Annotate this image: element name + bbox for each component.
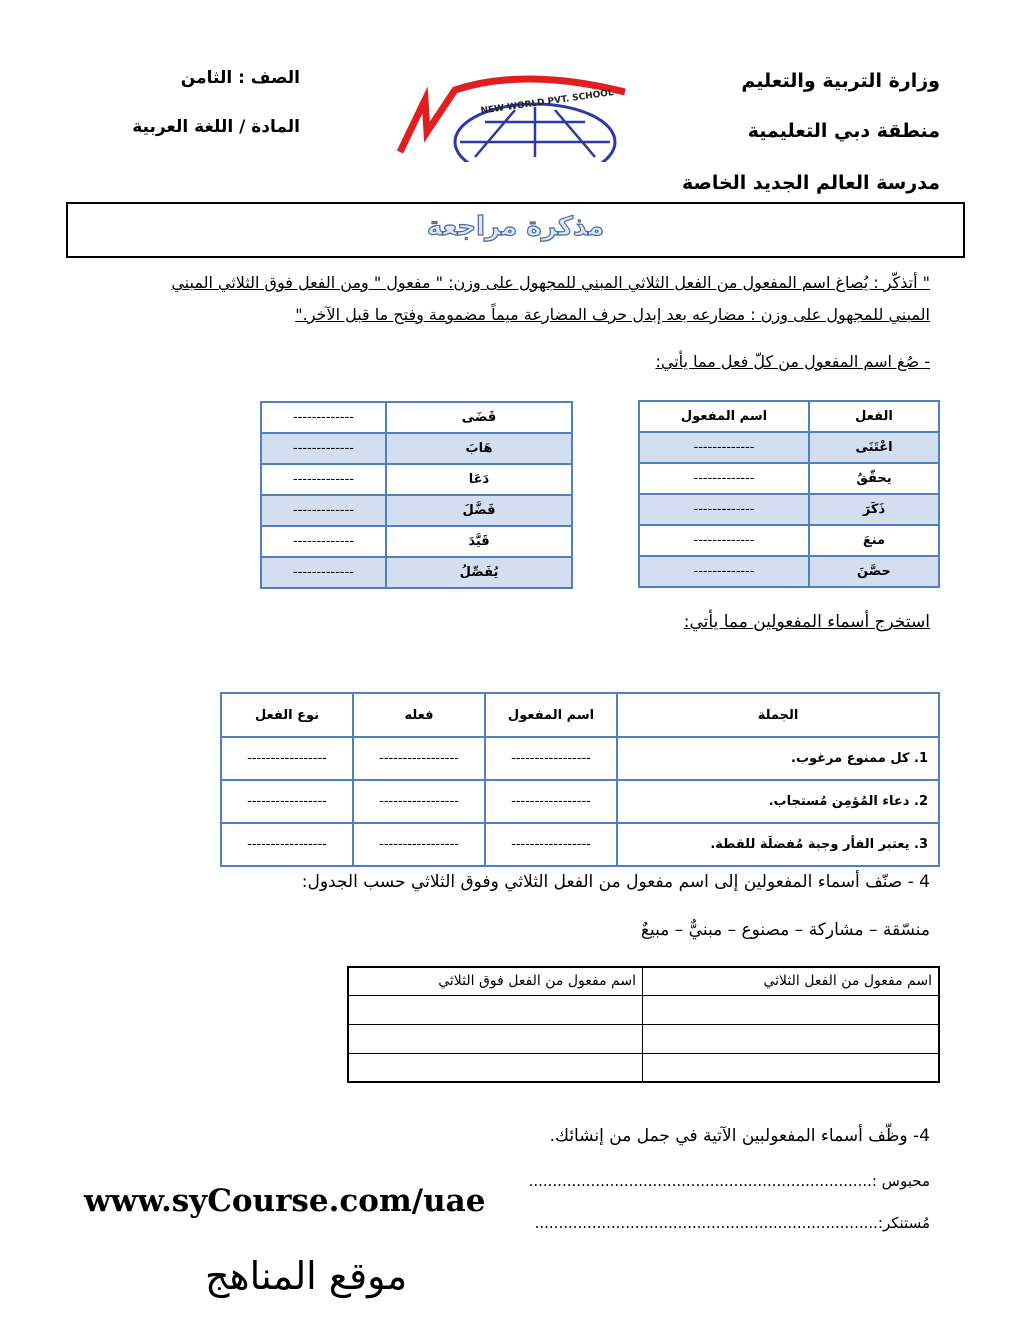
verb-cell: يحقّقُ — [809, 463, 939, 494]
answer-blank[interactable]: ------------- — [261, 526, 386, 557]
answer-blank[interactable]: ------------- — [261, 464, 386, 495]
verb-cell: حصَّنَ — [809, 556, 939, 587]
header-passive-participle: اسم المفعول — [639, 401, 809, 432]
verb-cell: منعَ — [809, 525, 939, 556]
answer-blank[interactable]: ------------- — [261, 557, 386, 588]
answer-cell[interactable] — [643, 1053, 940, 1082]
answer-blank[interactable]: ----------------- — [353, 737, 485, 780]
sentence-line-2[interactable]: مُستنكر:........................................................................ — [534, 1214, 930, 1232]
exercise3-word-list: منسّقة – مشاركة – مصنوع – مبنيٌّ – مبيعٌ — [640, 920, 930, 940]
table-row — [639, 463, 939, 494]
table-row — [348, 1024, 939, 1053]
table-row — [639, 556, 939, 587]
header-its-verb: فعله — [353, 693, 485, 737]
grade-label: الصف : الثامن — [180, 68, 300, 88]
table-row — [261, 433, 572, 464]
answer-blank[interactable]: ----------------- — [221, 823, 353, 866]
header-triliteral: اسم مفعول من الفعل الثلاثي — [643, 967, 940, 995]
answer-blank[interactable]: ----------------- — [485, 737, 617, 780]
exercise4-instruction: 4- وظّف أسماء المفعولبين الآتية في جمل من إنشائك. — [549, 1126, 930, 1146]
header-sentence: الجملة — [617, 693, 939, 737]
answer-blank[interactable]: ------------- — [261, 495, 386, 526]
table-row — [221, 737, 939, 780]
table-row — [639, 494, 939, 525]
table-row — [639, 525, 939, 556]
exercise2-instruction: استخرج أسماء المفعولين مما يأتي: — [683, 612, 930, 632]
sentence-cell: 1. كل ممنوع مرغوب. — [617, 737, 939, 780]
table-row — [261, 464, 572, 495]
verb-cell: دَعَا — [386, 464, 572, 495]
answer-blank[interactable]: ------------- — [261, 402, 386, 433]
answer-cell[interactable] — [643, 995, 940, 1024]
extraction-table — [220, 692, 940, 867]
school-name: مدرسة العالم الجديد الخاصة — [681, 172, 940, 194]
verb-cell: فَضَّلَ — [386, 495, 572, 526]
table-row — [639, 432, 939, 463]
subject-label: المادة / اللغة العربية — [132, 117, 300, 137]
header-passive-participle: اسم المفعول — [485, 693, 617, 737]
answer-cell[interactable] — [348, 1024, 643, 1053]
answer-blank[interactable]: ------------- — [639, 463, 809, 494]
answer-blank[interactable]: ------------- — [639, 556, 809, 587]
table-row — [261, 495, 572, 526]
table-row — [221, 780, 939, 823]
exercise3-instruction: 4 - صنّف أسماء المفعولين إلى اسم مفعول من الفعل الثلاثي وفوق الثلاثي حسب الجدول: — [301, 872, 930, 892]
header-verb: الفعل — [809, 401, 939, 432]
verb-cell: قَضَى — [386, 402, 572, 433]
table-row — [221, 823, 939, 866]
watermark-url: www.syCourse.com/uae — [84, 1183, 486, 1219]
exercise1-instruction: - صُغ اسم المفعول من كلّ فعل مما يأتي: — [655, 352, 930, 371]
answer-blank[interactable]: ----------------- — [353, 823, 485, 866]
verb-cell: هَابَ — [386, 433, 572, 464]
school-logo — [395, 72, 645, 162]
watermark-site-name: موقع المناهج — [205, 1254, 408, 1298]
answer-blank[interactable]: ------------- — [261, 433, 386, 464]
sentence-line-1[interactable]: محبوس :........................................................................ — [528, 1172, 930, 1190]
answer-blank[interactable]: ----------------- — [221, 737, 353, 780]
title-box — [66, 202, 965, 258]
answer-blank[interactable]: ------------- — [639, 494, 809, 525]
table-row — [261, 526, 572, 557]
answer-blank[interactable]: ----------------- — [485, 823, 617, 866]
answer-blank[interactable]: ----------------- — [221, 780, 353, 823]
table-row — [261, 402, 572, 433]
answer-cell[interactable] — [348, 1053, 643, 1082]
sentence-cell: 3. يعتبر الفأر وجبة مُفضلَة للقطة. — [617, 823, 939, 866]
answer-blank[interactable]: ----------------- — [485, 780, 617, 823]
header-verb-type: نوع الفعل — [221, 693, 353, 737]
classification-table — [347, 966, 940, 1083]
verbs-table-left — [260, 401, 573, 589]
table-row — [348, 1053, 939, 1082]
verb-cell: اعْتَنَى — [809, 432, 939, 463]
svg-text:NEW WORLD PVT. SCHOOL: NEW WORLD PVT. SCHOOL — [480, 88, 615, 117]
answer-cell[interactable] — [348, 995, 643, 1024]
page-title: مذكرة مراجعة — [426, 212, 605, 242]
table-row — [261, 557, 572, 588]
answer-cell[interactable] — [643, 1024, 940, 1053]
education-zone: منطقة دبي التعليمية — [747, 120, 940, 142]
answer-blank[interactable]: ------------- — [639, 432, 809, 463]
verb-cell: يُفَصِّلُ — [386, 557, 572, 588]
rule-note-line-1: " أتذكّر : يُصاغ اسم المفعول من الفعل الثلاثي المبني للمجهول على وزن: " مفعول " ومن الفعل فوق الثلاثي المبني — [171, 273, 930, 292]
ministry-name: وزارة التربية والتعليم — [741, 70, 940, 92]
verb-cell: قَيَّدَ — [386, 526, 572, 557]
answer-blank[interactable]: ------------- — [639, 525, 809, 556]
answer-blank[interactable]: ----------------- — [353, 780, 485, 823]
sentence-cell: 2. دعاء المُؤمِن مُستجاب. — [617, 780, 939, 823]
rule-note-line-2: المبني للمجهول على وزن : مضارعه بعد إبدل حرف المضارعة ميماً مضمومة وفتح ما قبل الآخر." — [295, 305, 930, 324]
verb-cell: ذَكَرَ — [809, 494, 939, 525]
table-row — [348, 995, 939, 1024]
header-non-triliteral: اسم مفعول من الفعل فوق الثلاثي — [348, 967, 643, 995]
verbs-table-right — [638, 400, 940, 588]
